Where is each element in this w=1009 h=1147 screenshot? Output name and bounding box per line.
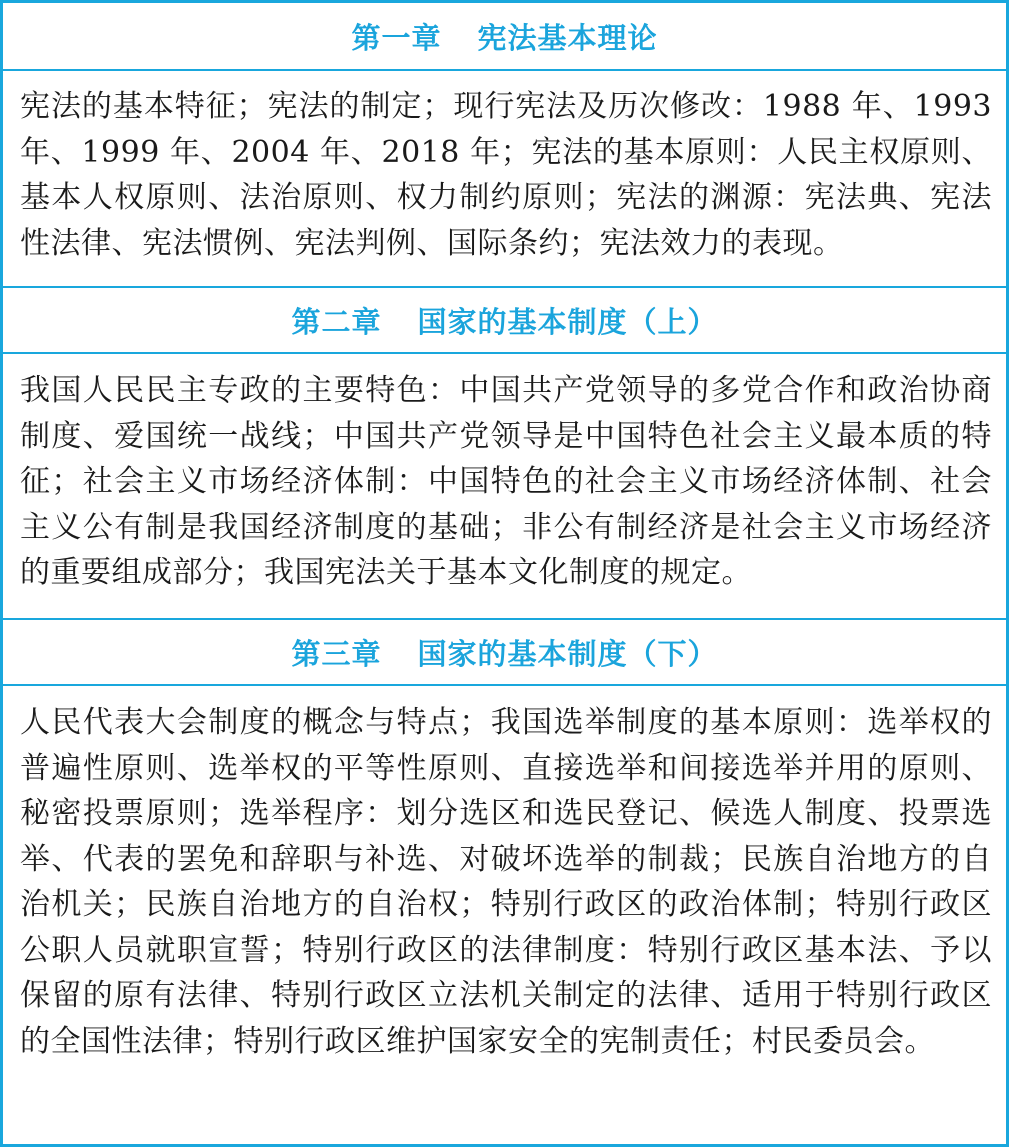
chapter-2-header — [3, 288, 1006, 352]
chapter-1-content: 宪法的基本特征；宪法的制定；现行宪法及历次修改：1988 年、1993 年、1999 年、2004 年、2018 年；宪法的基本原则：人民主权原则、基本人权原则、法治原则、权力制约原则；宪法的渊源：宪法典、宪法性法律、宪法惯例、宪法判例、国际条约；宪法效力的表现。 — [20, 89, 992, 261]
divider — [3, 684, 1006, 686]
chapter-3-header — [3, 620, 1006, 684]
chapter-3-number: 第三章 — [291, 636, 382, 671]
chapter-3-content: 人民代表大会制度的概念与特点；我国选举制度的基本原则：选举权的普遍性原则、选举权的平等性原则、直接选举和间接选举并用的原则、秘密投票原则；选举程序：划分选区和选民登记、候选人制度、投票选举、代表的罢免和辞职与补选、对破坏选举的制裁；民族自治地方的自治机关；民族自治地方的自治权；特别行政区的政治体制；特别行政区公职人员就职宣誓；特别行政区的法律制度：特别行政区基本法、予以保留的原有法律、特别行政区立法机关制定的法律、适用于特别行政区的全国性法律；特别行政区维护国家安全的宪制责任；村民委员会。 — [20, 705, 992, 1059]
divider — [3, 352, 1006, 354]
chapter-2-number: 第二章 — [291, 304, 382, 339]
chapter-1-number: 第一章 — [351, 20, 442, 55]
chapter-2-content: 我国人民民主专政的主要特色：中国共产党领导的多党合作和政治协商制度、爱国统一战线；中国共产党领导是中国特色社会主义最本质的特征；社会主义市场经济体制：中国特色的社会主义市场经济体制、社会主义公有制是我国经济制度的基础；非公有制经济是社会主义市场经济的重要组成部分；我国宪法关于基本文化制度的规定。 — [20, 373, 992, 590]
divider — [3, 69, 1006, 71]
chapter-2-title: 国家的基本制度（上） — [417, 304, 718, 339]
chapter-1-title: 宪法基本理论 — [477, 20, 658, 55]
chapter-1-header — [3, 3, 1006, 69]
chapter-3-title: 国家的基本制度（下） — [417, 636, 718, 671]
